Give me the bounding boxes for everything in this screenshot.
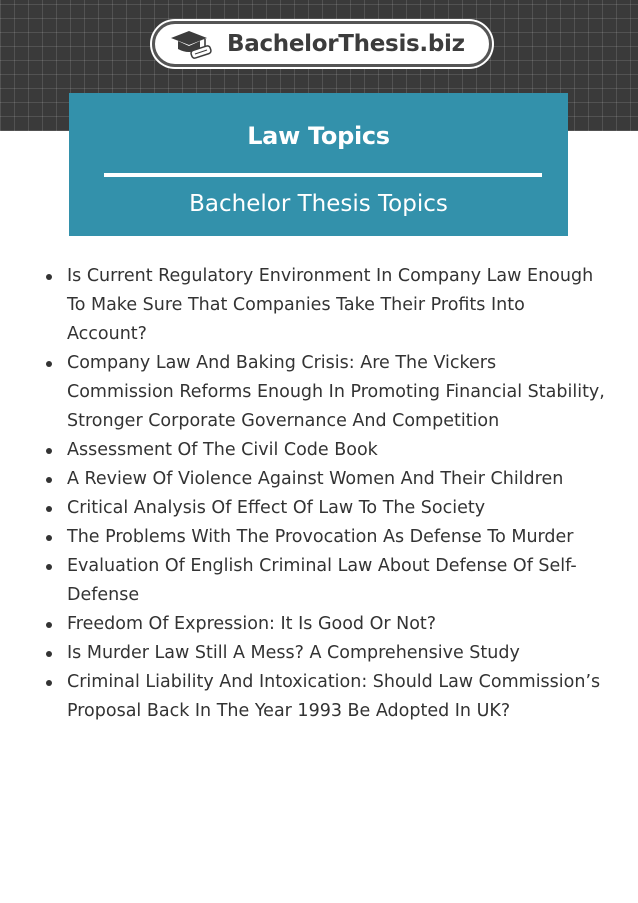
bullet-icon [46, 506, 52, 512]
graduation-cap-icon [169, 28, 213, 60]
list-item [28, 523, 608, 552]
topic-text: Freedom Of Expression: It Is Good Or Not? [67, 614, 437, 634]
topic-text: Evaluation Of English Criminal Law About Defense Of Self-Defense [67, 556, 577, 605]
title-divider [104, 173, 542, 177]
topic-text: Critical Analysis Of Effect Of Law To The Society [67, 498, 486, 518]
topic-text: Is Current Regulatory Environment In Company Law Enough To Make Sure That Companies Take Their Profits Into Account? [67, 266, 594, 344]
topic-text: Is Murder Law Still A Mess? A Comprehensive Study [67, 643, 520, 663]
list-item [28, 262, 608, 349]
site-logo[interactable] [152, 21, 492, 67]
bullet-icon [46, 274, 52, 280]
topic-text: Assessment Of The Civil Code Book [67, 440, 378, 460]
page-title: Law Topics [247, 122, 390, 150]
bullet-icon [46, 651, 52, 657]
bullet-icon [46, 535, 52, 541]
topic-text: Criminal Liability And Intoxication: Should Law Commission’s Proposal Back In The Year 1993 Be Adopted In UK? [67, 672, 601, 721]
page-subtitle: Bachelor Thesis Topics [189, 191, 448, 217]
bullet-icon [46, 564, 52, 570]
bullet-icon [46, 448, 52, 454]
bullet-icon [46, 680, 52, 686]
topic-list [28, 262, 608, 726]
topic-text: The Problems With The Provocation As Defense To Murder [67, 527, 574, 547]
topic-text: Company Law And Baking Crisis: Are The Vickers Commission Reforms Enough In Promoting Financial Stability, Stronger Corporate Governance And Competition [67, 353, 605, 431]
list-item [28, 610, 608, 639]
list-item [28, 436, 608, 465]
list-item [28, 494, 608, 523]
list-item [28, 668, 608, 726]
list-item [28, 349, 608, 436]
topic-text: A Review Of Violence Against Women And Their Children [67, 469, 564, 489]
list-item [28, 465, 608, 494]
list-item [28, 552, 608, 610]
logo-text: BachelorThesis.biz [227, 31, 465, 57]
bullet-icon [46, 361, 52, 367]
bullet-icon [46, 477, 52, 483]
list-item [28, 639, 608, 668]
title-banner [69, 93, 568, 236]
bullet-icon [46, 622, 52, 628]
